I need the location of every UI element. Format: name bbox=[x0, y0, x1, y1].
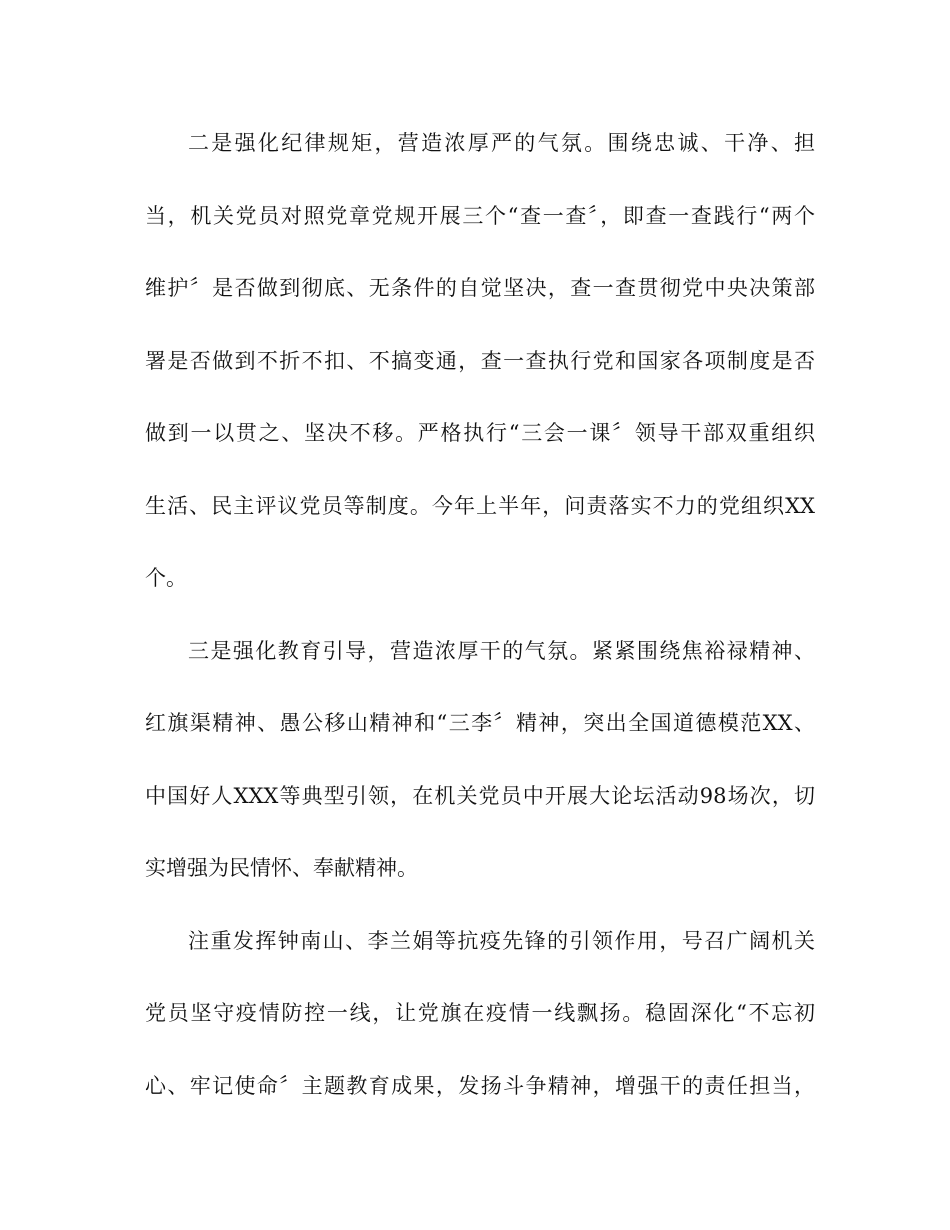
paragraph-3-line-1: 注重发挥钟南山、李兰娟等抗疫先锋的引领作用，号召广阔机关 bbox=[188, 929, 815, 953]
paragraph-2-line-2: 红旗渠精神、愚公移山精神和“三李〞精神，突出全国道德模范XX、 bbox=[145, 711, 815, 735]
paragraph-1-line-5: 做到一以贯之、坚决不移。严格执行“三会一课〞领导干部双重组织 bbox=[145, 421, 815, 445]
paragraph-3-line-2: 党员坚守疫情防控一线，让党旗在疫情一线飘扬。稳固深化“不忘初 bbox=[145, 1001, 815, 1025]
paragraph-2-line-4: 实增强为民情怀、奉献精神。 bbox=[145, 856, 418, 880]
paragraph-1-line-6: 生活、民主评议党员等制度。今年上半年，问责落实不力的党组织XX bbox=[145, 494, 815, 518]
paragraph-2-line-1: 三是强化教育引导，营造浓厚干的气氛。紧紧围绕焦裕禄精神、 bbox=[188, 639, 815, 663]
paragraph-1-line-7: 个。 bbox=[145, 566, 187, 590]
paragraph-1-line-2: 当，机关党员对照党章党规开展三个“查一查〞，即查一查践行“两个 bbox=[145, 204, 815, 228]
paragraph-2-line-3: 中国好人XXX等典型引领，在机关党员中开展大论坛活动98场次，切 bbox=[145, 784, 815, 808]
paragraph-1-line-4: 署是否做到不折不扣、不搞变通，查一查执行党和国家各项制度是否 bbox=[145, 349, 815, 373]
paragraph-1-line-1: 二是强化纪律规矩，营造浓厚严的气氛。围绕忠诚、干净、担 bbox=[188, 131, 815, 155]
paragraph-3-line-3: 心、牢记使命〞主题教育成果，发扬斗争精神，增强干的责任担当， bbox=[145, 1074, 815, 1098]
paragraph-1-line-3: 维护〞是否做到彻底、无条件的自觉坚决，查一查贯彻党中央决策部 bbox=[145, 276, 815, 300]
